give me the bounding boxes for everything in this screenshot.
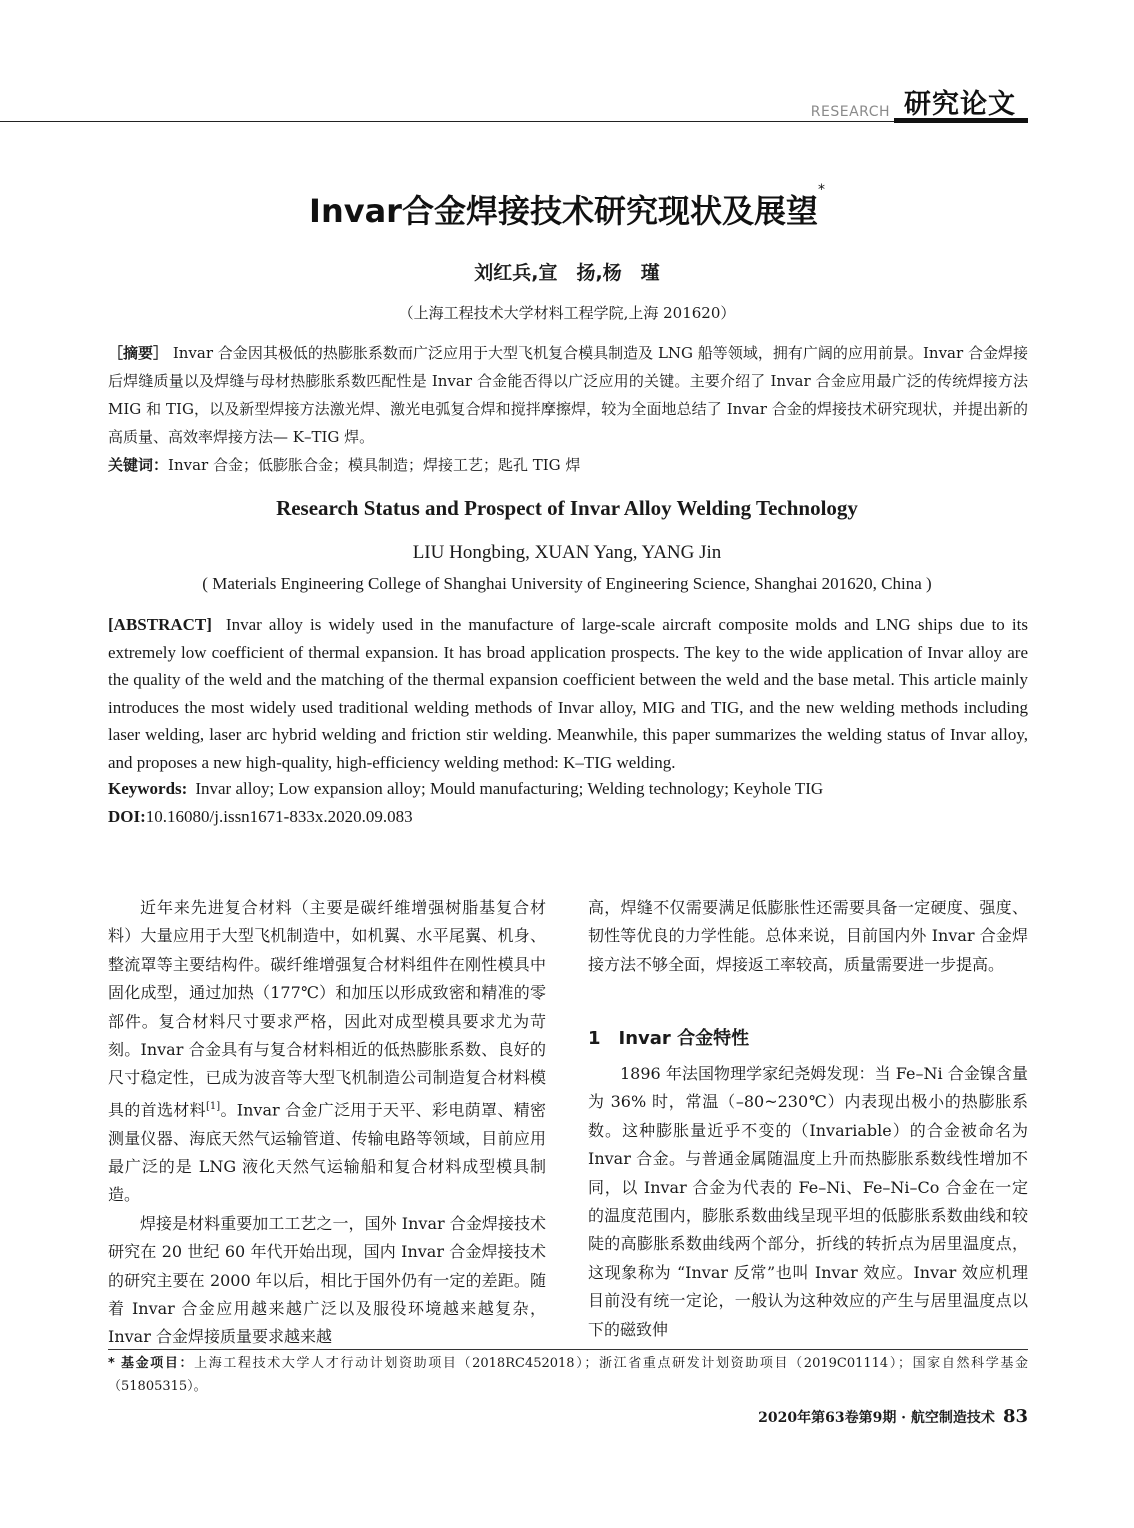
body-left-column	[108, 894, 546, 1352]
abstract-cn	[108, 339, 1028, 451]
header-research-label: RESEARCH	[810, 104, 890, 120]
funding-footnote	[108, 1352, 1028, 1398]
affiliation: （上海工程技术大学材料工程学院,上海 201620）	[398, 304, 736, 322]
header-rule	[0, 121, 1028, 122]
body-paragraph: 高，焊缝不仅需要满足低膨胀性还需要具备一定硬度、强度、韧性等优良的力学性能。总体来说，目前国内外 Invar 合金焊接方法不够全面，焊接返工率较高，质量需要进一步提高。	[588, 898, 1028, 974]
section-title: Invar 合金特性	[618, 1028, 750, 1049]
footnote-label: * 基金项目：	[108, 1356, 195, 1371]
body-right-column	[588, 1060, 1028, 1344]
header-section-label: 研究论文	[904, 89, 1016, 120]
english-abstract-text: Invar alloy is widely used in the manufacture of large-scale aircraft composite molds and LNG ships due to its extremely low coefficient of thermal expansion. It has broad application prospects. The key to the wide application of Invar alloy are the quality of the weld and the matching of the thermal expansion coefficient between the weld and the base metal. This article mainly introduces the most widely used traditional welding methods of Invar alloy, MIG and TIG, and the new welding methods including laser welding, laser arc hybrid welding and friction stir welding. Meanwhile, this paper summarizes the welding status of Invar alloy, and proposes a new high-quality, high-efficiency welding method: K–TIG welding.	[108, 615, 1028, 772]
english-title: Research Status and Prospect of Invar Alloy Welding Technology	[276, 496, 858, 520]
abstract-cn-text: Invar 合金因其极低的热膨胀系数而广泛应用于大型飞机复合模具制造及 LNG 船等领域，拥有广阔的应用前景。Invar 合金焊接后焊缝质量以及焊缝与母材热膨胀系数匹配性是 Invar 合金能否得以广泛应用的关键。主要介绍了 Invar 合金应用最广泛的传统焊接方法 MIG 和 TIG，以及新型焊接方法激光焊、激光电弧复合焊和搅拌摩擦焊，较为全面地总结了 Invar 合金的焊接技术研究现状，并提出新的高质量、高效率焊接方法— K–TIG 焊。	[108, 344, 1028, 446]
abstract-cn-label: ［摘要］	[108, 344, 169, 362]
paper-title	[0, 182, 1134, 232]
doi-text: 10.16080/j.issn1671-833x.2020.09.083	[145, 807, 413, 826]
english-keywords	[108, 779, 1028, 799]
doi-label: DOI:	[108, 807, 146, 826]
english-abstract	[108, 611, 1028, 777]
doi	[108, 807, 1028, 827]
keywords-cn-label: 关键词：	[108, 456, 169, 474]
english-authors: LIU Hongbing, XUAN Yang, YANG Jin	[412, 542, 722, 563]
body-paragraph	[108, 894, 546, 1210]
footnote-text: 上海工程技术大学人才行动计划资助项目（2018RC452018）；浙江省重点研发计划资助项目（2019C01114）；国家自然科学基金（51805315）。	[108, 1356, 1028, 1394]
section-number: 1	[588, 1028, 601, 1049]
page-number: 83	[1002, 1406, 1028, 1427]
page-footer	[758, 1406, 1028, 1427]
journal-issue: 2020年第63卷第9期 · 航空制造技术	[758, 1410, 995, 1426]
paragraph-text: 。Invar 合金广泛用于天平、彩电荫罩、精密测量仪器、海底天然气运输管道、传输电路等领域，目前应用最广泛的是 LNG 液化天然气运输船和复合材料成型模具制造。	[108, 1100, 546, 1205]
english-abstract-label: [ABSTRACT]	[108, 615, 212, 634]
authors: 刘红兵,宣 扬,杨 瑾	[474, 262, 660, 284]
citation-ref[interactable]: [1]	[205, 1100, 221, 1112]
english-keywords-text: Invar alloy; Low expansion alloy; Mould manufacturing; Welding technology; Keyhole TIG	[195, 779, 824, 798]
keywords-cn	[108, 451, 1028, 479]
body-right-column-top	[588, 894, 1028, 979]
section-heading-1	[588, 1024, 749, 1050]
english-keywords-label: Keywords:	[108, 779, 188, 798]
paragraph-text: 近年来先进复合材料（主要是碳纤维增强树脂基复合材料）大量应用于大型飞机制造中，如机翼、水平尾翼、机身、整流罩等主要结构件。碳纤维增强复合材料组件在刚性模具中固化成型，通过加热（177℃）和加压以形成致密和精准的零部件。复合材料尺寸要求严格，因此对成型模具要求尤为苛刻。Invar 合金具有与复合材料相近的低热膨胀系数、良好的尺寸稳定性，已成为波音等大型飞机制造公司制造复合材料模具的首选材料	[108, 898, 546, 1120]
keywords-cn-text: Invar 合金；低膨胀合金；模具制造；焊接工艺；匙孔 TIG 焊	[168, 456, 581, 474]
title-footnote-mark: *	[817, 182, 825, 198]
paper-title-text: Invar合金焊接技术研究现状及展望	[309, 192, 818, 230]
body-paragraph: 1896 年法国物理学家纪尧姆发现：当 Fe–Ni 合金镍含量为 36% 时，常温（–80~230℃）内表现出极小的热膨胀系数。这种膨胀量近乎不变的（Invariable）的合金被命名为 Invar 合金。与普通金属随温度上升而热膨胀系数线性增加不同，以 Invar 合金为代表的 Fe–Ni、Fe–Ni–Co 合金在一定的温度范围内，膨胀系数曲线呈现平坦的低膨胀系数曲线和较陡的高膨胀系数曲线两个部分，折线的转折点为居里温度点，这现象称为 “Invar 反常”也叫 Invar 效应。Invar 效应机理目前没有统一定论，一般认为这种效应的产生与居里温度点以下的磁致伸	[588, 1064, 1028, 1339]
body-paragraph: 焊接是材料重要加工工艺之一，国外 Invar 合金焊接技术研究在 20 世纪 60 年代开始出现，国内 Invar 合金焊接技术的研究主要在 2000 年以后，相比于国外仍有一定的差距。随着 Invar 合金应用越来越广泛以及服役环境越来越复杂，Invar 合金焊接质量要求越来越	[108, 1213, 546, 1347]
footnote-rule	[108, 1349, 1028, 1350]
english-affiliation: ( Materials Engineering College of Shanghai University of Engineering Science, Shanghai 201620, China )	[202, 574, 932, 593]
